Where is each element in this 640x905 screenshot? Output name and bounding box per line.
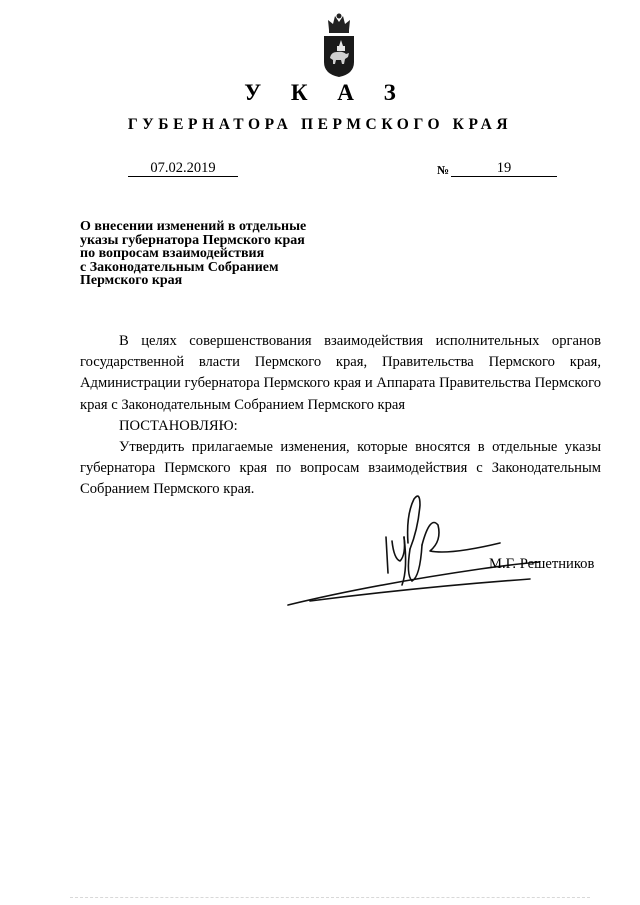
body-paragraph: В целях совершенствования взаимодействия исполнительных органов государственной власти Пермского края, Правительства Пермского края, Администрации губернатора Пермского края и Аппарата Правительства Пермского края с Законодательным Собранием Пермского края [80,333,601,413]
heading-line: по вопросам взаимодействия [80,246,265,262]
document-date: 07.02.2019 [150,160,216,176]
number-sign: № [437,163,450,177]
date-underline [128,176,238,177]
heading-line: О внесении изменений в отдельные [80,219,307,234]
handwritten-signature [280,485,540,610]
body-paragraph: Утвердить прилагаемые изменения, которые вносятся в отдельные указы губернатора Пермского края по вопросам взаимодействия с Законодательным Собранием Пермского края. [80,439,601,498]
heading-line: с Законодательным Собранием [80,259,279,275]
number-underline [451,176,557,177]
heading-line: указы губернатора Пермского края [80,232,305,248]
heading-line: Пермского края [80,273,183,289]
signer-name: М.Г. Решетников [489,556,595,572]
decree-keyword: ПОСТАНОВЛЯЮ: [119,417,238,434]
footer-divider [70,897,590,898]
document-body [80,331,601,501]
coat-of-arms-icon [321,12,357,78]
document-heading [80,220,380,288]
document-title: У К А З [244,80,408,105]
document-number: 19 [496,160,512,176]
document-subtitle: ГУБЕРНАТОРА ПЕРМСКОГО КРАЯ [127,116,513,133]
